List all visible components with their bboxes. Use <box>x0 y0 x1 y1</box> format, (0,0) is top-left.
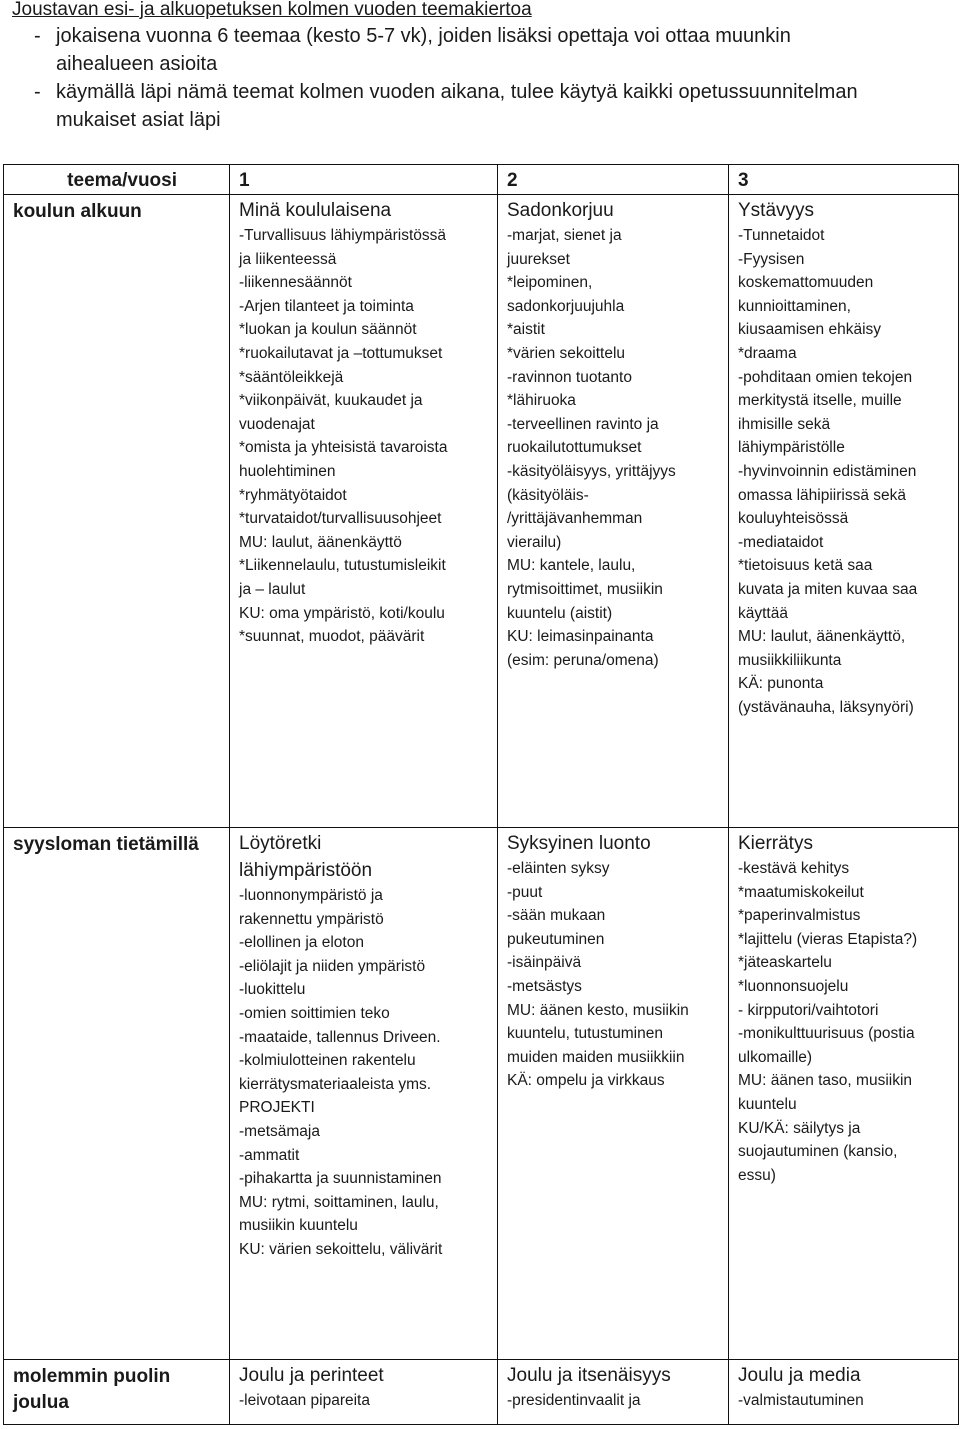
intro-bullet-line: aihealueen asioita <box>56 53 218 75</box>
theme-content-line: KU/KÄ: säilytys ja <box>738 1119 861 1137</box>
theme-content-line: ja liikenteessä <box>239 250 337 268</box>
theme-content-line: ruokailutottumukset <box>507 439 642 457</box>
theme-content-line: -leivotaan pipareita <box>239 1392 370 1409</box>
theme-content-list <box>738 224 958 719</box>
theme-content-list <box>239 884 497 1262</box>
header-year-2: 2 <box>498 165 729 195</box>
theme-content-line: ulkomaille) <box>738 1048 813 1066</box>
bullet-dash: - <box>34 81 41 103</box>
theme-content-line: vierailu) <box>507 533 562 551</box>
theme-content-line: -Turvallisuus lähiympäristössä <box>239 227 447 244</box>
theme-content-line: -omien soittimien teko <box>239 1004 390 1022</box>
theme-content-line: -luokittelu <box>239 981 306 999</box>
theme-content-line: -pihakartta ja suunnistaminen <box>239 1170 442 1188</box>
theme-cell <box>230 828 498 1360</box>
theme-content-line: kiusaamisen ehkäisy <box>738 321 882 339</box>
theme-title-line: Löytöretki <box>239 833 322 854</box>
intro-bullet <box>12 22 952 78</box>
theme-content-line: *luokan ja koulun säännöt <box>239 321 417 339</box>
theme-content-line: MU: rytmi, soittaminen, laulu, <box>239 1193 439 1211</box>
row-period-label-line: syysloman tietämillä <box>13 834 199 855</box>
theme-content-line: vuodenajat <box>239 415 315 433</box>
theme-title <box>507 1360 728 1389</box>
theme-cell <box>729 828 959 1360</box>
theme-content-line: (esim: peruna/omena) <box>507 651 659 669</box>
theme-cell <box>729 1360 959 1425</box>
theme-content-line: *omista ja yhteisistä tavaroista <box>239 439 448 457</box>
theme-content-line: - kirpputori/vaihtotori <box>738 1001 879 1019</box>
theme-title <box>738 195 958 224</box>
theme-title <box>507 828 728 857</box>
theme-content-list <box>507 857 728 1093</box>
theme-title-line: Kierrätys <box>738 833 813 854</box>
theme-content-line: *Liikennelaulu, tutustumisleikit <box>239 557 446 575</box>
theme-content-line: -mediataidot <box>738 533 824 551</box>
theme-content-line: MU: laulut, äänenkäyttö, <box>738 628 906 646</box>
theme-content-line: -sään mukaan <box>507 907 606 925</box>
theme-title-line: Joulu ja media <box>738 1365 861 1386</box>
theme-title-line: Joulu ja perinteet <box>239 1365 384 1386</box>
theme-title <box>239 1360 497 1389</box>
table-row <box>4 1360 959 1425</box>
theme-content-line: KU: värien sekoittelu, välivärit <box>239 1240 443 1258</box>
theme-content-list <box>507 224 728 672</box>
theme-content-line: (käsityöläis- <box>507 486 589 504</box>
theme-content-line: -hyvinvoinnin edistäminen <box>738 462 917 480</box>
theme-content-line: -eliölajit ja niiden ympäristö <box>239 957 426 975</box>
theme-content-line: -luonnonympäristö ja <box>239 887 383 904</box>
row-period-label <box>4 195 230 828</box>
theme-content-list <box>738 857 958 1187</box>
theme-content-line: omassa lähipiirissä sekä <box>738 486 906 504</box>
theme-content-line: -Fyysisen <box>738 250 805 268</box>
table-row <box>4 195 959 828</box>
header-year-3: 3 <box>729 165 959 195</box>
theme-content-line: -kestävä kehitys <box>738 860 850 877</box>
theme-title-line: Ystävyys <box>738 200 815 221</box>
theme-content-line: PROJEKTI <box>239 1099 315 1117</box>
theme-content-line: -presidentinvaalit ja <box>507 1392 641 1409</box>
theme-content-line: -valmistautuminen <box>738 1392 864 1409</box>
bullet-dash: - <box>34 25 41 47</box>
row-period-label-line: koulun alkuun <box>13 201 142 222</box>
theme-cell <box>498 195 729 828</box>
theme-title-line: Joulu ja itsenäisyys <box>507 1365 671 1386</box>
theme-content-line: -Tunnetaidot <box>738 227 825 244</box>
theme-cell <box>729 195 959 828</box>
theme-content-line: pukeutuminen <box>507 930 605 948</box>
theme-content-line: KU: oma ympäristö, koti/koulu <box>239 604 445 622</box>
theme-cell <box>498 828 729 1360</box>
theme-content-line: kuuntelu <box>738 1095 797 1113</box>
theme-content-line: -maataide, tallennus Driveen. <box>239 1028 441 1046</box>
theme-content-line: -metsämaja <box>239 1122 320 1140</box>
theme-content-line: kouluyhteisössä <box>738 510 849 528</box>
theme-content-line: *lähiruoka <box>507 392 576 410</box>
theme-title-line: Syksyinen luonto <box>507 833 651 854</box>
theme-content-line: musiikin kuuntelu <box>239 1217 358 1235</box>
theme-content-line: sadonkorjuujuhla <box>507 297 625 315</box>
theme-content-line: (ystävänauha, läksynyöri) <box>738 698 914 716</box>
theme-content-line: rytmisoittimet, musiikin <box>507 580 663 598</box>
theme-content-line: -puut <box>507 883 543 901</box>
theme-content-line: *ryhmätyötaidot <box>239 486 347 504</box>
theme-content-line: käyttää <box>738 604 788 622</box>
theme-content-line: *turvataidot/turvallisuusohjeet <box>239 510 442 528</box>
theme-content-line: *sääntöleikkejä <box>239 368 344 386</box>
theme-content-line: MU: äänen taso, musiikin <box>738 1072 913 1090</box>
theme-content-line: essu) <box>738 1166 776 1184</box>
intro-bullet-list <box>12 22 952 134</box>
theme-content-line: ja – laulut <box>239 580 306 598</box>
theme-content-line: musiikkiliikunta <box>738 651 842 669</box>
theme-content-line: KÄ: ompelu ja virkkaus <box>507 1072 665 1090</box>
theme-content-line: KU: leimasinpainanta <box>507 628 654 646</box>
theme-content-list <box>507 1389 728 1413</box>
theme-content-line: *aistit <box>507 321 545 339</box>
theme-content-line: -elollinen ja eloton <box>239 934 364 952</box>
theme-content-line: *suunnat, muodot, päävärit <box>239 628 425 646</box>
theme-content-line: *luonnonsuojelu <box>738 977 849 995</box>
theme-title-line: Minä koululaisena <box>239 200 392 221</box>
theme-title <box>738 1360 958 1389</box>
theme-content-line: suojautuminen (kansio, <box>738 1143 898 1161</box>
table-header-row <box>4 165 959 195</box>
theme-content-line: MU: äänen kesto, musiikin <box>507 1001 689 1019</box>
theme-content-line: MU: kantele, laulu, <box>507 557 636 575</box>
theme-content-line: merkitystä itselle, muille <box>738 392 902 410</box>
theme-content-line: *paperinvalmistus <box>738 907 861 925</box>
theme-content-line: rakennettu ympäristö <box>239 910 384 928</box>
theme-content-line: kunnioittaminen, <box>738 297 851 315</box>
theme-content-line: *jäteaskartelu <box>738 954 832 972</box>
theme-content-line: -metsästys <box>507 977 582 995</box>
theme-title <box>738 828 958 857</box>
theme-title-line: lähiympäristöön <box>239 860 373 881</box>
intro-bullet <box>12 78 952 134</box>
theme-content-line: -Arjen tilanteet ja toiminta <box>239 297 414 315</box>
theme-content-list <box>738 1389 958 1413</box>
row-period-label <box>4 828 230 1360</box>
theme-content-line: lähiympäristölle <box>738 439 845 457</box>
table-row <box>4 828 959 1360</box>
theme-content-line: *ruokailutavat ja –tottumukset <box>239 344 443 362</box>
theme-content-line: koskemattomuuden <box>738 274 874 292</box>
theme-content-line: -liikennesäännöt <box>239 274 352 292</box>
theme-content-line: -käsityöläisyys, yrittäjyys <box>507 462 676 480</box>
theme-content-line: *leipominen, <box>507 274 593 292</box>
theme-cell <box>230 1360 498 1425</box>
theme-content-list <box>239 1389 497 1413</box>
row-period-label <box>4 1360 230 1425</box>
theme-cell <box>498 1360 729 1425</box>
theme-content-line: kuuntelu (aistit) <box>507 604 613 622</box>
document-title: Joustavan esi- ja alkuopetuksen kolmen vuoden teemakiertoa <box>12 0 532 20</box>
theme-content-line: *draama <box>738 344 797 362</box>
intro-bullet-line: jokaisena vuonna 6 teemaa (kesto 5-7 vk), joiden lisäksi opettaja voi ottaa muunkin <box>56 25 791 47</box>
theme-rotation-table <box>3 164 959 1425</box>
theme-content-line: huolehtiminen <box>239 462 336 480</box>
theme-content-line: ihmisille sekä <box>738 415 831 433</box>
theme-content-line: -kolmiulotteinen rakentelu <box>239 1052 416 1070</box>
theme-content-line: juurekset <box>507 250 570 268</box>
theme-content-line: -terveellinen ravinto ja <box>507 415 659 433</box>
header-theme-year: teema/vuosi <box>4 165 230 195</box>
theme-title <box>239 195 497 224</box>
theme-content-line: KÄ: punonta <box>738 675 824 693</box>
theme-title-line: Sadonkorjuu <box>507 200 614 221</box>
theme-title <box>239 828 497 884</box>
theme-content-line: *maatumiskokeilut <box>738 883 864 901</box>
theme-content-line: muiden maiden musiikkiin <box>507 1048 685 1066</box>
theme-content-list <box>239 224 497 649</box>
theme-title <box>507 195 728 224</box>
theme-content-line: MU: laulut, äänenkäyttö <box>239 533 402 551</box>
theme-content-line: *lajittelu (vieras Etapista?) <box>738 930 918 948</box>
theme-content-line: -isäinpäivä <box>507 954 582 972</box>
theme-content-line: -eläinten syksy <box>507 860 610 877</box>
theme-content-line: kierrätysmateriaaleista yms. <box>239 1075 432 1093</box>
theme-content-line: -marjat, sienet ja <box>507 227 622 244</box>
intro-bullet-line: mukaiset asiat läpi <box>56 109 221 131</box>
theme-content-line: *värien sekoittelu <box>507 344 626 362</box>
row-period-label-line: molemmin puolin <box>13 1366 171 1387</box>
theme-content-line: -ammatit <box>239 1146 300 1164</box>
row-period-label-line: joulua <box>13 1392 69 1413</box>
theme-content-line: -ravinnon tuotanto <box>507 368 632 386</box>
theme-content-line: kuvata ja miten kuvaa saa <box>738 580 918 598</box>
intro-bullet-line: käymällä läpi nämä teemat kolmen vuoden aikana, tulee käytyä kaikki opetussuunnitelman <box>56 81 858 103</box>
theme-content-line: *tietoisuus ketä saa <box>738 557 873 575</box>
theme-content-line: kuuntelu, tutustuminen <box>507 1025 663 1043</box>
theme-content-line: -monikulttuurisuus (postia <box>738 1025 915 1043</box>
theme-cell <box>230 195 498 828</box>
theme-content-line: -pohditaan omien tekojen <box>738 368 913 386</box>
theme-content-line: /yrittäjävanhemman <box>507 510 643 528</box>
theme-content-line: *viikonpäivät, kuukaudet ja <box>239 392 423 410</box>
table-body <box>4 195 959 1425</box>
intro-section <box>12 0 952 134</box>
header-year-1: 1 <box>230 165 498 195</box>
